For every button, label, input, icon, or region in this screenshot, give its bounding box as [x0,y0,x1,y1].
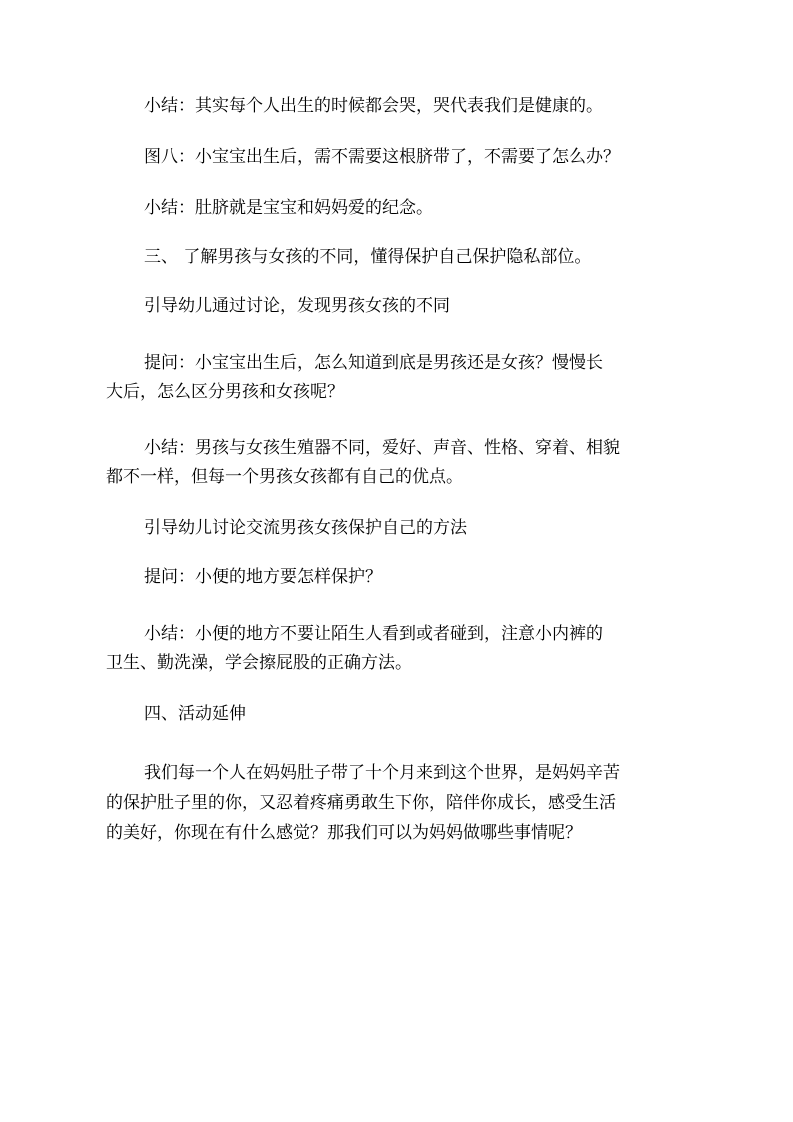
extension-paragraph-line-2: 的保护肚子里的你，又忍着疼痛勇敢生下你，陪伴你成长，感受生活 [106,793,616,813]
question-boy-girl-line-2: 大后，怎么区分男孩和女孩呢？ [106,382,344,402]
guide-protection-line: 引导幼儿讨论交流男孩女孩保护自己的方法 [144,518,467,538]
picture-eight-question-line: 图八：小宝宝出生后，需不需要这根脐带了，不需要了怎么办？ [144,147,620,167]
summary-protection-line-2: 卫生、勤洗澡，学会擦屁股的正确方法。 [106,653,412,673]
summary-differences-line-2: 都不一样，但每一个男孩女孩都有自己的优点。 [106,467,463,487]
summary-protection-line-1: 小结：小便的地方不要让陌生人看到或者碰到，注意小内裤的 [144,624,603,644]
summary-navel-line: 小结：肚脐就是宝宝和妈妈爱的纪念。 [144,198,433,218]
question-boy-girl-line-1: 提问：小宝宝出生后，怎么知道到底是男孩还是女孩？慢慢长 [144,353,603,373]
guide-discussion-line: 引导幼儿通过讨论，发现男孩女孩的不同 [144,296,450,316]
section-three-heading: 三、 了解男孩与女孩的不同，懂得保护自己保护隐私部位。 [144,247,592,267]
question-protection-line: 提问：小便的地方要怎样保护？ [144,567,382,587]
section-four-heading: 四、活动延伸 [144,704,246,724]
extension-paragraph-line-3: 的美好，你现在有什么感觉？那我们可以为妈妈做哪些事情呢？ [106,823,582,843]
summary-differences-line-1: 小结：男孩与女孩生殖器不同，爱好、声音、性格、穿着、相貌 [144,438,620,458]
extension-paragraph-line-1: 我们每一个人在妈妈肚子带了十个月来到这个世界，是妈妈辛苦 [144,763,620,783]
summary-crying-line: 小结：其实每个人出生的时候都会哭，哭代表我们是健康的。 [144,96,603,116]
